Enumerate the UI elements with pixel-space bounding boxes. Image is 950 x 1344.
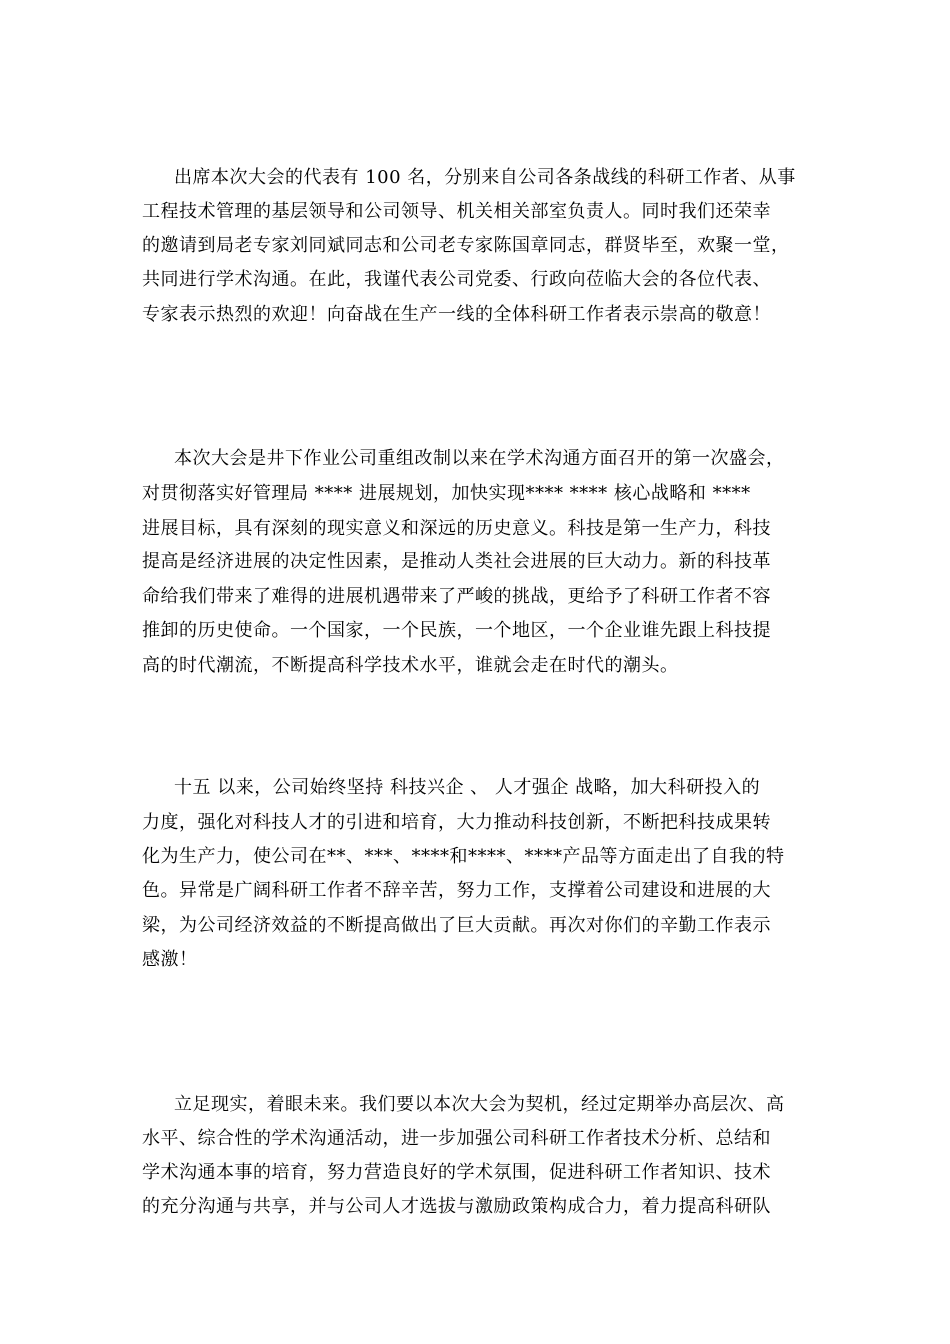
paragraph-line: 命给我们带来了难得的进展机遇带来了严峻的挑战，更给予了科研工作者不容: [142, 586, 771, 607]
paragraph-line: 力度，强化对科技人才的引进和培育，大力推动科技创新，不断把科技成果转: [142, 812, 771, 833]
paragraph-line: 学术沟通本事的培育，努力营造良好的学术氛围，促进科研工作者知识、技术: [142, 1162, 771, 1183]
paragraph-line: 出席本次大会的代表有 100 名，分别来自公司各条战线的科研工作者、从事: [174, 167, 796, 188]
paragraph-line: 化为生产力，使公司在**、***、****和****、****产品等方面走出了自我的特: [142, 846, 785, 867]
paragraph-line: 对贯彻落实好管理局 **** 进展规划，加快实现**** **** 核心战略和 ****: [142, 483, 751, 504]
paragraph-line: 专家表示热烈的欢迎！向奋战在生产一线的全体科研工作者表示崇高的敬意！: [142, 304, 771, 325]
paragraph-line: 工程技术管理的基层领导和公司领导、机关相关部室负责人。同时我们还荣幸: [142, 201, 771, 222]
paragraph-line: 梁，为公司经济效益的不断提高做出了巨大贡献。再次对你们的辛勤工作表示: [142, 915, 771, 936]
paragraph-line: 的邀请到局老专家刘同斌同志和公司老专家陈国章同志，群贤毕至，欢聚一堂，: [142, 235, 790, 256]
paragraph-line: 十五 以来，公司始终坚持 科技兴企 、 人才强企 战略，加大科研投入的: [174, 777, 761, 798]
paragraph-line: 高的时代潮流，不断提高科学技术水平，谁就会走在时代的潮头。: [142, 655, 679, 676]
paragraph-line: 本次大会是井下作业公司重组改制以来在学术沟通方面召开的第一次盛会，: [174, 448, 785, 469]
paragraph-line: 水平、综合性的学术沟通活动，进一步加强公司科研工作者技术分析、总结和: [142, 1128, 771, 1149]
paragraph-line: 共同进行学术沟通。在此，我谨代表公司党委、行政向莅临大会的各位代表、: [142, 269, 771, 290]
paragraph-line: 的充分沟通与共享，并与公司人才选拔与激励政策构成合力，着力提高科研队: [142, 1196, 771, 1217]
paragraph-line: 提高是经济进展的决定性因素，是推动人类社会进展的巨大动力。新的科技革: [142, 551, 771, 572]
paragraph-line: 色。异常是广阔科研工作者不辞辛苦，努力工作，支撑着公司建设和进展的大: [142, 880, 771, 901]
paragraph-line: 推卸的历史使命。一个国家，一个民族，一个地区，一个企业谁先跟上科技提: [142, 620, 771, 641]
paragraph-line: 立足现实，着眼未来。我们要以本次大会为契机，经过定期举办高层次、高: [174, 1094, 785, 1115]
paragraph-line: 进展目标，具有深刻的现实意义和深远的历史意义。科技是第一生产力，科技: [142, 518, 771, 539]
paragraph-line: 感激！: [142, 949, 198, 970]
